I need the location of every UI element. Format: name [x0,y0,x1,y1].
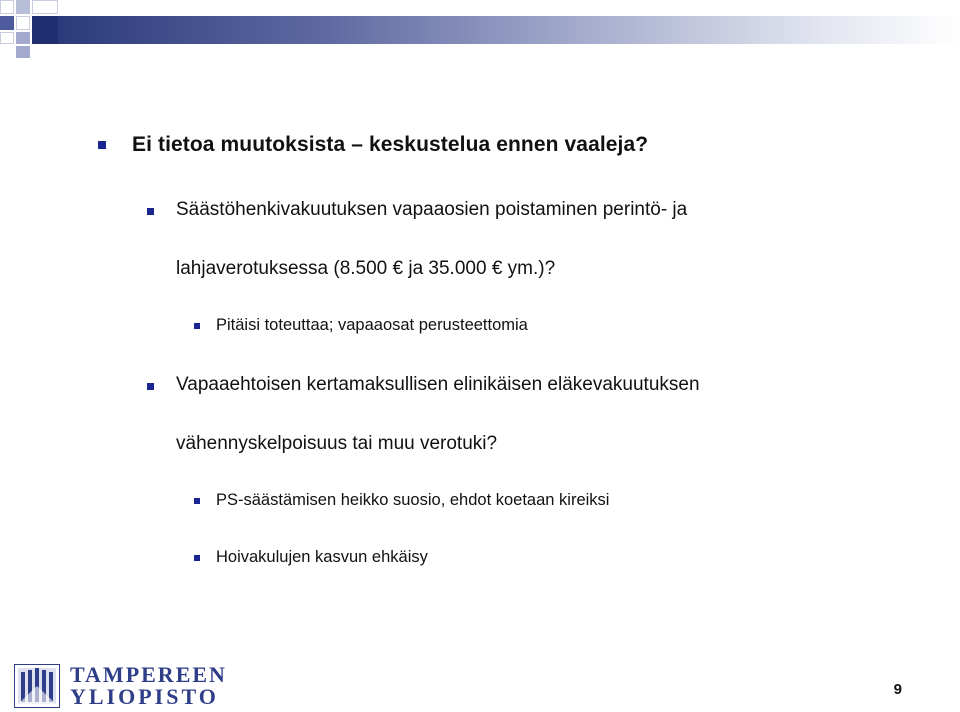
university-emblem-icon [14,664,60,708]
header-square-4 [0,16,14,30]
bullet-marker-3 [194,323,200,329]
bullet-level3-text: Pitäisi toteuttaa; vapaaosat perusteettomia [216,316,528,334]
logo-line1: TAMPEREEN [70,662,227,687]
logo-line2: YLIOPISTO [70,684,219,709]
bullet-level1-text: Ei tietoa muutoksista – keskustelua ennen vaaleja? [132,133,649,156]
bullet-level2-text: Säästöhenkivakuutuksen vapaaosien poistaminen perintö- ja [176,199,688,220]
bullet-level2-continuation: lahjaverotuksessa (8.500 € ja 35.000 € ym.)? [176,258,556,279]
header-square-1 [0,0,14,14]
header-square-6 [32,16,58,44]
bullet-marker-2 [147,208,154,215]
bullet-marker-1 [98,141,106,149]
header-square-2 [16,0,30,14]
header-gradient-bar [58,16,960,44]
bullet-level2-text: Vapaaehtoisen kertamaksullisen elinikäisen eläkevakuutuksen [176,374,700,395]
header-square-7 [16,32,30,44]
header-square-5 [16,16,30,30]
bullet-level3-text: Hoivakulujen kasvun ehkäisy [216,548,428,566]
bullet-marker-4 [147,383,154,390]
header-square-8 [16,46,30,58]
header-square-9 [0,32,14,44]
header-square-3 [32,0,58,14]
bullet-level3-text: PS-säästämisen heikko suosio, ehdot koetaan kireiksi [216,491,610,509]
bullet-marker-5 [194,498,200,504]
university-logo [14,662,227,710]
bullet-marker-6 [194,555,200,561]
bullet-level2-continuation: vähennyskelpoisuus tai muu verotuki? [176,433,498,454]
page-number: 9 [893,681,902,698]
